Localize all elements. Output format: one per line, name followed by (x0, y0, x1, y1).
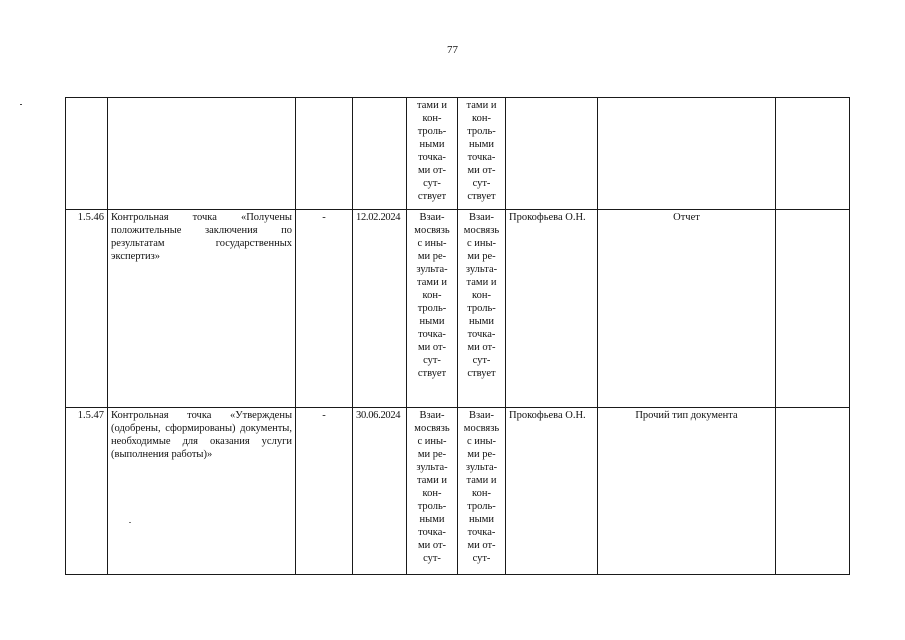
relationship-text-line: ствует (467, 368, 496, 379)
relationship-text-line: ными (469, 514, 494, 525)
relationship-cell (458, 98, 506, 210)
relationship-text-line: Взаи- (419, 212, 445, 223)
table-row (66, 98, 850, 210)
responsible-cell (506, 98, 598, 210)
relationship-text-line: троль- (467, 126, 496, 137)
relationship-text-line: тами и (466, 277, 497, 288)
relationship-text-line: точка- (418, 152, 446, 163)
relationship-text-line: сут- (472, 355, 491, 366)
relationship-text-line: ми ре- (467, 251, 496, 262)
relationship-text-line: ми от- (467, 540, 496, 551)
relationship-text-line: ными (419, 316, 445, 327)
relationship-cell (407, 408, 458, 575)
relationship-text-line: точка- (418, 329, 446, 340)
dash-cell: - (296, 210, 353, 408)
relationship-text-line: с ины- (466, 238, 497, 249)
relationship-text-line: мосвязь (463, 225, 500, 236)
document-type-cell (598, 98, 776, 210)
relationship-text-line: ными (419, 139, 445, 150)
relationship-text-line: ными (419, 514, 445, 525)
relationship-text-line: ми от- (467, 342, 496, 353)
table-row (66, 408, 850, 575)
scan-mark (129, 522, 131, 523)
relationship-text-line: сут- (423, 355, 441, 366)
document-type-cell: Отчет (598, 210, 776, 408)
relationship-text-line: кон- (472, 488, 491, 499)
empty-cell (776, 210, 850, 408)
relationship-text-line: тами и (466, 100, 497, 111)
relationship-text-line: ствует (417, 191, 447, 202)
relationship-text-line: тами и (417, 100, 447, 111)
item-number-cell: 1.5.46 (66, 210, 108, 408)
relationship-text-line: точка- (467, 527, 496, 538)
relationship-cell (458, 210, 506, 408)
empty-cell (776, 408, 850, 575)
plan-table (65, 97, 850, 575)
relationship-text-line: ными (469, 316, 494, 327)
relationship-text-line: сут- (423, 553, 441, 564)
date-cell (353, 98, 407, 210)
relationship-text-line: сут- (472, 178, 491, 189)
relationship-text-line: точка- (467, 329, 496, 340)
relationship-text-line: троль- (417, 501, 447, 512)
relationship-text-line: кон- (472, 290, 491, 301)
dash-cell: - (296, 408, 353, 575)
relationship-text-line: тами и (417, 277, 447, 288)
relationship-cell (458, 408, 506, 575)
item-name-cell (108, 98, 296, 210)
relationship-text-line: Взаи- (469, 410, 494, 421)
item-name-cell: Контрольная точка «Утверждены (одобрены, сформированы) документы, необходимые для оказания услуги (выполнения работы)» (108, 408, 296, 575)
item-number-cell (66, 98, 108, 210)
relationship-text-line: точка- (467, 152, 496, 163)
responsible-cell: Прокофьева О.Н. (506, 210, 598, 408)
table-body (66, 98, 850, 575)
item-number-cell: 1.5.47 (66, 408, 108, 575)
relationship-text-line: тами и (466, 475, 497, 486)
relationship-text-line: тами и (417, 475, 447, 486)
relationship-text-line: троль- (417, 126, 447, 137)
relationship-text-line: мосвязь (414, 423, 450, 434)
relationship-text-line: ми ре- (417, 251, 447, 262)
relationship-text-line: с ины- (417, 238, 447, 249)
relationship-text-line: ми ре- (417, 449, 447, 460)
relationship-text-line: ми от- (417, 165, 447, 176)
scan-mark (20, 104, 22, 105)
relationship-text-line: точка- (418, 527, 446, 538)
dash-cell (296, 98, 353, 210)
page-number: 77 (447, 44, 458, 56)
relationship-text-line: зульта- (465, 462, 498, 473)
date-cell: 12.02.2024 (353, 210, 407, 408)
relationship-text-line: троль- (417, 303, 447, 314)
relationship-text-line: троль- (467, 303, 496, 314)
item-name-cell: Контрольная точка «Получены положительные заключения по результатам государственных экспертиз» (108, 210, 296, 408)
relationship-text-line: зульта- (416, 462, 448, 473)
table-row (66, 210, 850, 408)
relationship-text-line: ми от- (417, 540, 447, 551)
relationship-text-line: Взаи- (469, 212, 494, 223)
relationship-text-line: с ины- (466, 436, 497, 447)
relationship-text-line: ми от- (467, 165, 496, 176)
empty-cell (776, 98, 850, 210)
relationship-text-line: ми от- (417, 342, 447, 353)
relationship-text-line: Взаи- (419, 410, 445, 421)
relationship-text-line: мосвязь (463, 423, 500, 434)
relationship-text-line: кон- (422, 113, 442, 124)
responsible-cell: Прокофьева О.Н. (506, 408, 598, 575)
relationship-text-line: ствует (417, 368, 447, 379)
document-type-cell: Прочий тип документа (598, 408, 776, 575)
relationship-text-line: мосвязь (414, 225, 450, 236)
relationship-text-line: зульта- (416, 264, 448, 275)
relationship-text-line: кон- (472, 113, 491, 124)
relationship-cell (407, 98, 458, 210)
relationship-text-line: кон- (422, 488, 442, 499)
relationship-text-line: ствует (467, 191, 496, 202)
relationship-text-line: кон- (422, 290, 442, 301)
relationship-text-line: ми ре- (467, 449, 496, 460)
relationship-text-line: ными (469, 139, 494, 150)
relationship-text-line: троль- (467, 501, 496, 512)
relationship-text-line: сут- (423, 178, 441, 189)
relationship-text-line: с ины- (417, 436, 447, 447)
date-cell: 30.06.2024 (353, 408, 407, 575)
relationship-text-line: зульта- (465, 264, 498, 275)
relationship-cell (407, 210, 458, 408)
relationship-text-line: сут- (472, 553, 491, 564)
